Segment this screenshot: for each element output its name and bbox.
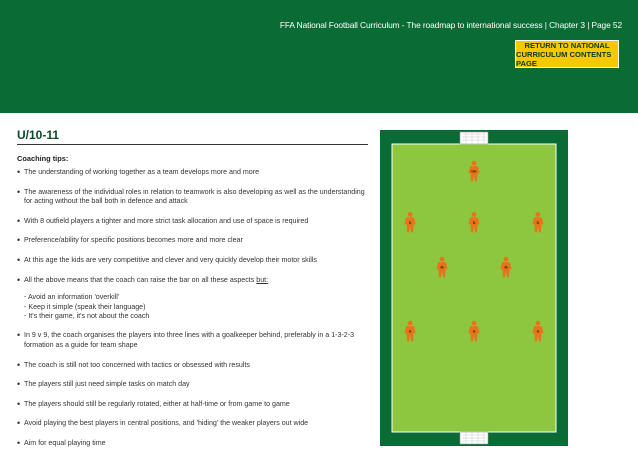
coaching-tips-heading: Coaching tips: — [17, 154, 69, 163]
tip-bullet: • In 9 v 9, the coach organises the players into three lines with a goalkeeper behind, preferably in a 1-3-2-3 formation as a guide for team shape — [17, 331, 369, 350]
tip-bullet: • At this age the kids are very competitive and clever and very quickly develop their motor skills — [17, 256, 369, 266]
tip-bullet: • Preference/ability for specific positions becomes more and more clear — [17, 236, 369, 246]
emphasis-but: but: — [256, 275, 269, 284]
title-divider — [17, 144, 368, 145]
section-title: U/10-11 — [17, 128, 60, 142]
coaching-tips-list — [17, 168, 369, 459]
top-goal — [460, 132, 488, 144]
player-label: D — [472, 220, 476, 225]
player-label: D — [408, 220, 412, 225]
tip-bullet: • With 8 outfield players a tighter and more strict task allocation and use of space is required — [17, 217, 369, 227]
tip-bullet: • Aim for equal playing time — [17, 439, 369, 449]
player-label: M — [440, 265, 444, 270]
player-label: A — [472, 329, 476, 334]
tip-bullet: • The players still just need simple tasks on match day — [17, 380, 369, 390]
player-label: M — [504, 265, 508, 270]
return-button-line1: RETURN TO NATIONAL — [524, 40, 610, 50]
tip-bullet: • The awareness of the individual roles in relation to teamwork is also developing as well as the understanding for acting without the ball both in defence and attack — [17, 188, 369, 207]
bottom-goal — [460, 432, 488, 444]
return-button-line2: CURRICULUM CONTENTS PAGE — [516, 49, 612, 68]
sub-point: - Avoid an information 'overkill' — [24, 293, 120, 302]
formation-diagram — [380, 128, 568, 448]
sub-points — [24, 293, 369, 321]
sub-point: - Keep it simple (speak their language) — [24, 302, 146, 311]
player-label: D — [536, 220, 540, 225]
tip-bullet: • All the above means that the coach can raise the bar on all these aspects but: — [17, 276, 369, 286]
player-label: GK — [471, 169, 477, 174]
header-text: FFA National Football Curriculum - The roadmap to international success | Chapter 3 | Page 52 — [279, 20, 622, 30]
tip-bullet: • Avoid playing the best players in central positions, and 'hiding' the weaker players out wide — [17, 419, 369, 429]
page-header — [0, 0, 638, 113]
tip-bullet: • The players should still be regularly rotated, either at half-time or from game to game — [17, 400, 369, 410]
player-label: A — [536, 329, 540, 334]
tip-bullet: • The coach is still not too concerned with tactics or obsessed with results — [17, 361, 369, 371]
pitch-svg — [380, 128, 568, 448]
sub-point: - It's their game, it's not about the coach — [24, 311, 150, 320]
pitch-surface — [392, 144, 556, 432]
return-to-contents-button[interactable] — [515, 40, 619, 68]
tip-bullet: • The understanding of working together as a team develops more and more — [17, 168, 369, 178]
player-label: A — [408, 329, 412, 334]
